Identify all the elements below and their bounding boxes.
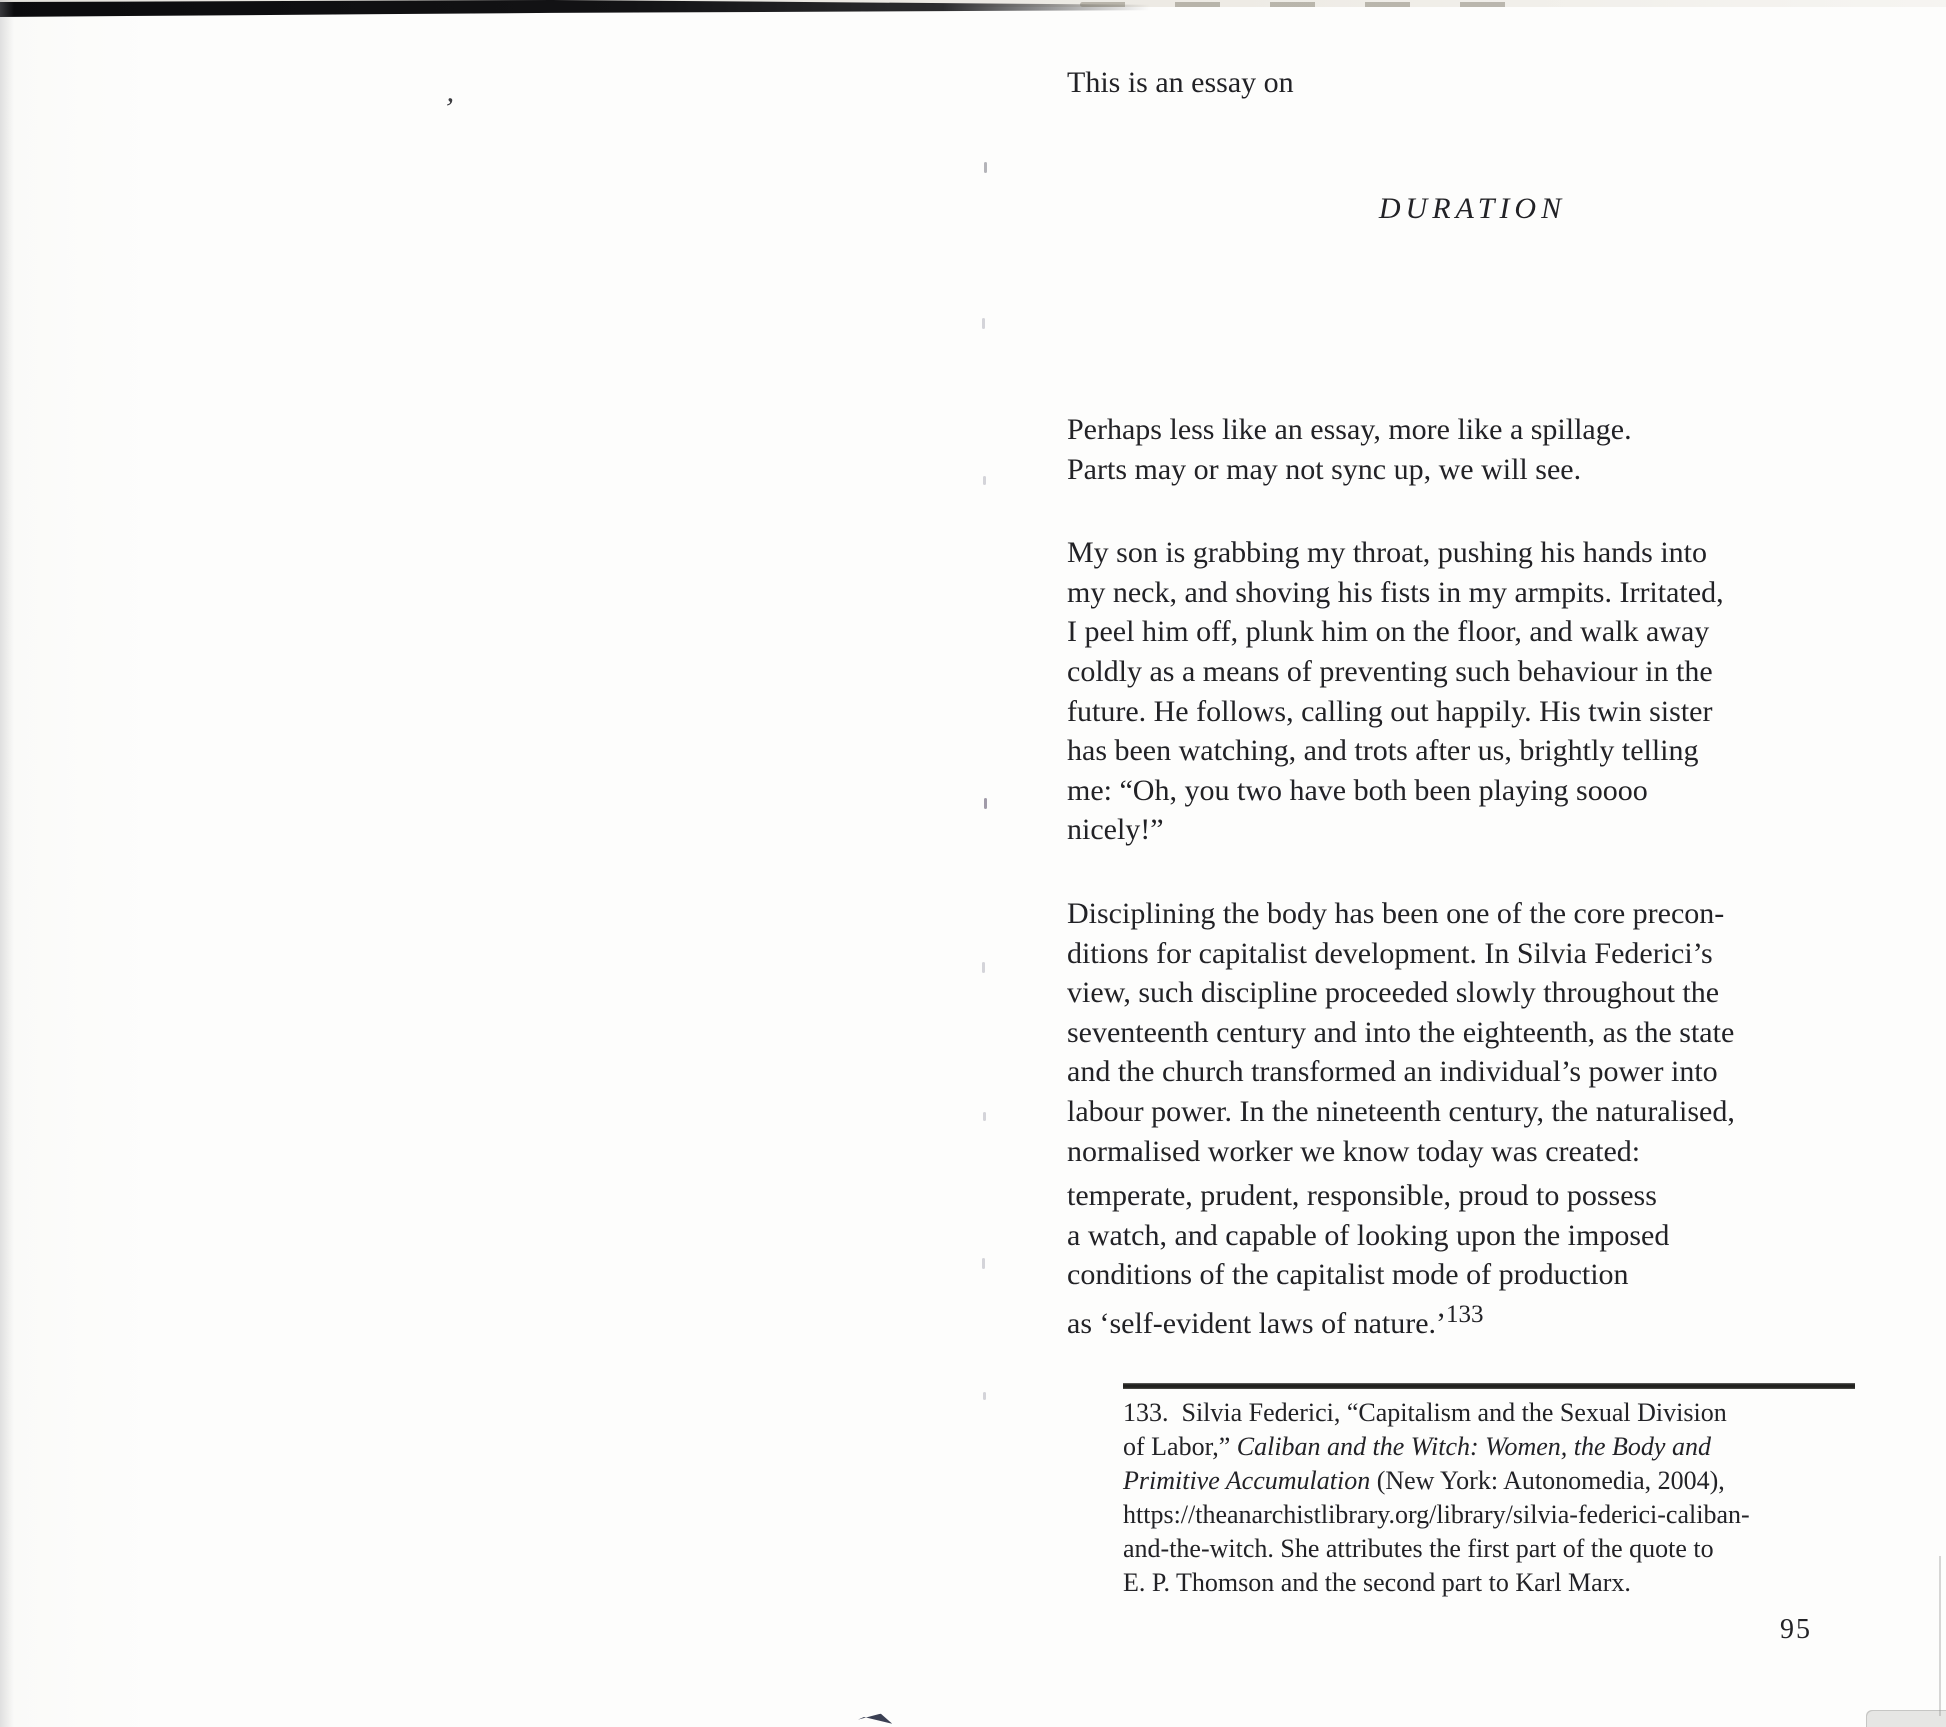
quote-line: temperate, prudent, responsible, proud to possess (1067, 1179, 1657, 1213)
gutter-mark (984, 798, 987, 809)
body-line: future. He follows, calling out happily. His twin sister (1067, 694, 1713, 728)
footnote-book-title: Caliban and the Witch: Women, the Body and (1236, 1432, 1711, 1461)
essay-title: DURATION (1378, 192, 1567, 225)
footnote-book-title: Primitive Accumulation (1123, 1466, 1371, 1495)
gutter-mark (983, 1392, 986, 1400)
quote-line: a watch, and capable of looking upon the imposed (1067, 1218, 1670, 1252)
footnote-rule (1123, 1383, 1855, 1389)
body-line: nicely!” (1067, 813, 1164, 847)
gutter-mark (983, 476, 986, 485)
scan-dark-bar-fade (1080, 2, 1550, 7)
body-line: coldly as a means of preventing such behaviour in the (1067, 654, 1713, 688)
body-line: and the church transformed an individual’s power into (1067, 1055, 1718, 1089)
body-line: Perhaps less like an essay, more like a spillage. (1067, 413, 1632, 446)
footnote-line: 133. Silvia Federici, “Capitalism and the Sexual Division (1123, 1398, 1727, 1427)
scan-edge-line (1939, 1556, 1941, 1716)
body-line: me: “Oh, you two have both been playing soooo (1067, 773, 1648, 807)
footnote-text: of Labor,” (1123, 1432, 1237, 1461)
body-line: Parts may or may not sync up, we will see. (1067, 452, 1582, 486)
body-line: My son is grabbing my throat, pushing his hands into (1067, 536, 1707, 570)
gutter-mark (982, 1258, 985, 1269)
body-line: normalised worker we know today was created: (1067, 1134, 1641, 1168)
page-left-edge-shadow (0, 0, 14, 1727)
body-line: has been watching, and trots after us, brightly telling (1067, 734, 1699, 768)
body-line: my neck, and shoving his fists in my armpits. Irritated, (1067, 575, 1724, 609)
footnote-url-line: https://theanarchistlibrary.org/library/silvia-federici-caliban- (1123, 1500, 1750, 1529)
essay-intro-line: This is an essay on (1067, 66, 1294, 99)
page-number: 95 (1780, 1614, 1812, 1645)
body-line: Disciplining the body has been one of the core precon- (1067, 896, 1725, 930)
footnote-line (1123, 1464, 1859, 1498)
footnote-line (1123, 1430, 1859, 1464)
ink-speck: ’ (441, 91, 457, 126)
body-line: ditions for capitalist development. In Silvia Federici’s (1067, 936, 1713, 970)
footnote-text: (New York: Autonomedia, 2004), (1370, 1466, 1725, 1495)
body-line: seventeenth century and into the eighteenth, as the state (1067, 1015, 1735, 1049)
body-line: I peel him off, plunk him on the floor, and walk away (1067, 615, 1710, 649)
scan-corner-artifact (1866, 1710, 1946, 1727)
footnote-reference: 133 (1446, 1300, 1484, 1328)
quote-line: conditions of the capitalist mode of production (1067, 1258, 1629, 1292)
page-curl-mark (858, 1713, 893, 1726)
gutter-mark (983, 1112, 986, 1121)
gutter-mark (982, 962, 985, 973)
gutter-mark (984, 162, 987, 173)
footnote-line: and-the-witch. She attributes the first part of the quote to (1123, 1534, 1714, 1563)
footnote-block (1123, 1383, 1859, 1600)
quote-line (1067, 1295, 1857, 1344)
essay-body (1067, 410, 1857, 1343)
quote-text: as ‘self-evident laws of nature.’ (1067, 1306, 1447, 1340)
body-line: labour power. In the nineteenth century, the naturalised, (1067, 1094, 1735, 1128)
footnote-line: E. P. Thomson and the second part to Karl Marx. (1123, 1568, 1631, 1597)
body-line: view, such discipline proceeded slowly throughout the (1067, 976, 1720, 1010)
gutter-mark (982, 318, 985, 329)
